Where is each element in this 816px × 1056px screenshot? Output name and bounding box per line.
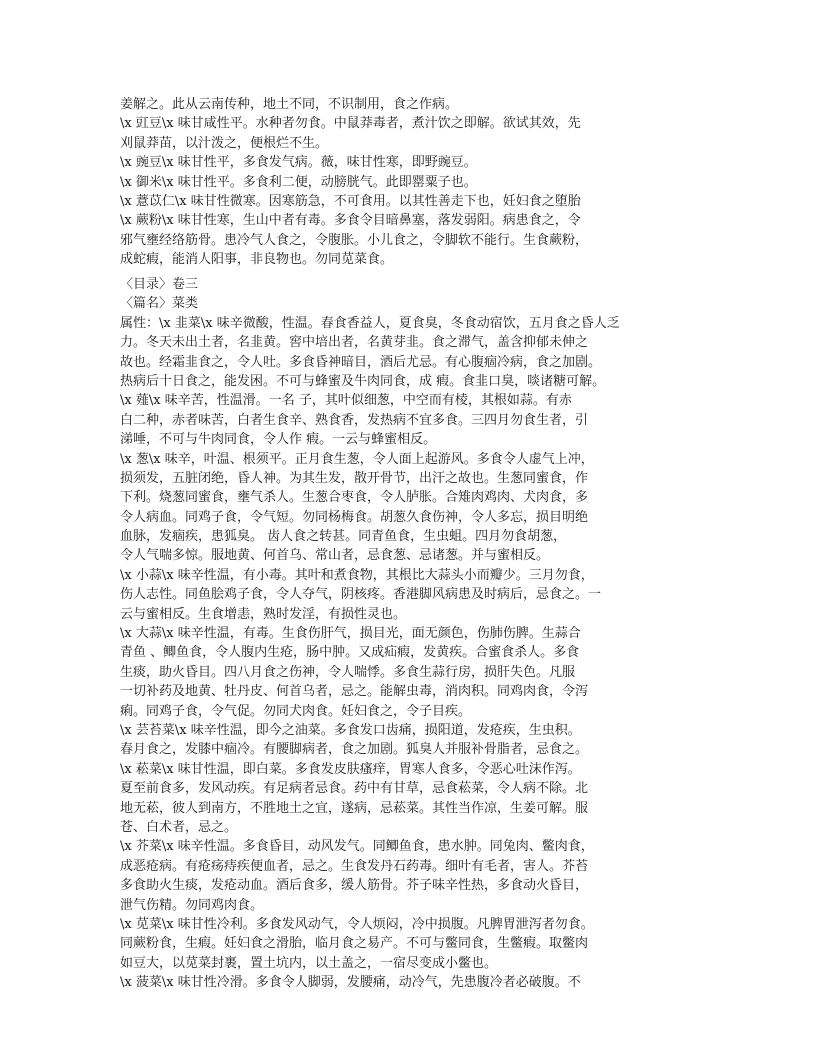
text-line: 故也。经霜韭食之，令人吐。多食昏神暗目，酒后尤忌。有心腹痼冷病，食之加剧。 (120, 354, 602, 370)
text-line: \x 蕨粉\x 味甘性寒，生山中者有毒。多食令目暗鼻塞，落发弱阳。病患食之，令 (120, 213, 581, 229)
text-line: 令人病血。同鸡子食，令气短。勿同杨梅食。胡葱久食伤神，令人多忘，损目明绝 (120, 509, 589, 525)
text-line: 生痰，助火昏目。四八月食之伤神，令人喘悸。多食生蒜行房，损肝失色。凡服 (120, 664, 576, 680)
text-line: 邪气壅经络筋骨。患冷气人食之，令腹胀。小儿食之，令脚软不能行。生食蕨粉， (120, 232, 589, 248)
text-line: \x 薤\x 味辛苦，性温滑。一名 子，其叶似细葱，中空而有棱，其根如蒜。有赤 (120, 393, 572, 409)
text-line: 青鱼 、鲫鱼食，令人腹内生疮，肠中肿。又成疝瘕，发黄疾。合蜜食杀人。多食 (120, 645, 580, 661)
text-line: \x 大蒜\x 味辛性温，有毒。生食伤肝气，损目光，面无颜色，伤肺伤脾。生蒜合 (120, 626, 581, 642)
text-line: 泄气伤精。勿同鸡肉食。 (120, 897, 264, 913)
text-line: 损须发，五脏闭绝，昏人神。为其生发，散开骨节，出汗之故也。生葱同蜜食，作 (120, 470, 589, 486)
text-line: \x 葱\x 味辛，叶温、根须平。正月食生葱，令人面上起游风。多食令人虚气上冲， (120, 451, 594, 467)
text-line: 地无菘，彼人到南方，不胜地土之宜，遂病，忌菘菜。其性当作凉，生姜可解。服 (120, 800, 589, 816)
text-line: 成蛇瘕，能消人阳事，非良物也。勿同苋菜食。 (120, 252, 394, 268)
text-line: 热病后十日食之，能发困。不可与蜂蜜及牛肉同食，成 瘕。食韭口臭，啖诸糖可解。 (120, 373, 606, 389)
text-line: \x 豌豆\x 味甘性平，多食发气病。薇，味甘性寒，即野豌豆。 (120, 155, 477, 171)
text-line: \x 芥菜\x 味辛性温。多食昏目，动风发气。同鲫鱼食，患水肿。同兔肉、鳖肉食， (120, 839, 594, 855)
text-line: \x 菘菜\x 味甘性温，即白菜。多食发皮肤瘙痒，胃寒人食多，令恶心吐沫作泻。 (120, 761, 581, 777)
text-line: 白二种，赤者味苦，白者生食辛、熟食香，发热病不宜多食。三四月勿食生者，引 (120, 412, 589, 428)
text-line: 苍、白术者，忌之。 (120, 819, 238, 835)
text-line: 涕唾，不可与牛肉同食，令人作 瘕。一云与蜂蜜相反。 (120, 432, 437, 448)
text-line: 血脉，发痼疾，患狐臭。 齿人食之转甚。同青鱼食，生虫蛆。四月勿食胡葱， (120, 529, 567, 545)
text-line: 多食助火生痰，发疮动血。酒后食多，缓人筋骨。芥子味辛性热，多食动火昏目， (120, 878, 589, 894)
text-line: \x 菠菜\x 味甘性冷滑。多食令人脚弱，发腰痛，动冷气，先患腹冷者必破腹。不 (120, 975, 581, 991)
text-line: 成恶疮病。有疮疡痔疾便血者，忌之。生食发丹石药毒。细叶有毛者，害人。芥苔 (120, 858, 589, 874)
text-line: \x 苋菜\x 味甘性冷利。多食发风动气，令人烦闷，冷中损腹。凡脾胃泄泻者勿食。 (120, 916, 594, 932)
text-line: 同蕨粉食，生瘕。妊妇食之滑胎，临月食之易产。不可与鳖同食，生鳖瘕。取鳖肉 (120, 936, 589, 952)
text-line: 痢。同鸡子食，令气促。勿同犬肉食。妊妇食之，令子目疾。 (120, 703, 472, 719)
text-line: 姜解之。此从云南传种，地土不同，不识制用，食之作病。 (120, 97, 459, 112)
text-line: 刈鼠莽苗，以汁泼之，便根烂不生。 (120, 135, 329, 151)
text-line: \x 薏苡仁\x 味甘性微寒。因寒筋急，不可食用。以其性善走下也，妊妇食之堕胎 (120, 193, 581, 209)
section-heading-title: 〈篇名〉菜类 (120, 296, 199, 312)
text-line: 春月食之，发膝中痼冷。有腰脚病者，食之加剧。狐臭人并服补骨脂者，忌食之。 (120, 742, 589, 758)
text-line: 一切补药及地黄、牡丹皮、何首乌者，忌之。能解虫毒，消肉积。同鸡肉食，令泻 (120, 684, 589, 700)
text-line: \x 豇豆\x 味甘咸性平。水种者勿食。中鼠莽毒者，煮汁饮之即解。欲试其效，先 (120, 116, 581, 132)
text-line: 力。冬天未出土者，名韭黄。窖中培出者，名黄芽韭。食之滞气，盖含抑郁未伸之 (120, 335, 589, 351)
text-line: 令人气喘多惊。服地黄、何首乌、常山者，忌食葱、忌诸葱。并与蜜相反。 (120, 548, 550, 564)
text-line: 下利。烧葱同蜜食，壅气杀人。生葱合枣食，令人胪胀。合雉肉鸡肉、犬肉食，多 (120, 490, 589, 506)
text-line: \x 御米\x 味甘性平。多食利二便，动膀胱气。此即罂粟子也。 (120, 174, 477, 190)
text-block-vegetables (120, 275, 640, 992)
text-line: \x 小蒜\x 味辛性温，有小毒。其叶和煮食物，其根比大蒜头小而瓣少。三月勿食， (120, 567, 594, 583)
text-line: 如豆大，以苋菜封裹，置土坑内，以土盖之，一宿尽变成小鳖也。 (120, 955, 498, 971)
text-line: \x 芸苔菜\x 味辛性温，即今之油菜。多食发口齿痛，损阳道，发疮疾，生虫积。 (120, 722, 581, 738)
text-line: 伤人志性。同鱼脍鸡子食，令人夺气，阴核疼。香港脚风病患及时病后，忌食之。一 (120, 587, 602, 603)
text-line: 属性：\x 韭菜\x 味辛微酸，性温。春食香益人，夏食臭，冬食动宿饮，五月食之昏人乏 (120, 315, 620, 331)
text-block-grains (120, 95, 640, 270)
text-line: 云与蜜相反。生食增恚，熟时发淫，有损性灵也。 (120, 606, 407, 622)
section-heading-catalog: 〈目录〉卷三 (120, 277, 199, 292)
text-line: 夏至前食多，发风动疾。有足病者忌食。药中有甘草，忌食菘菜，令人病不除。北 (120, 781, 589, 797)
